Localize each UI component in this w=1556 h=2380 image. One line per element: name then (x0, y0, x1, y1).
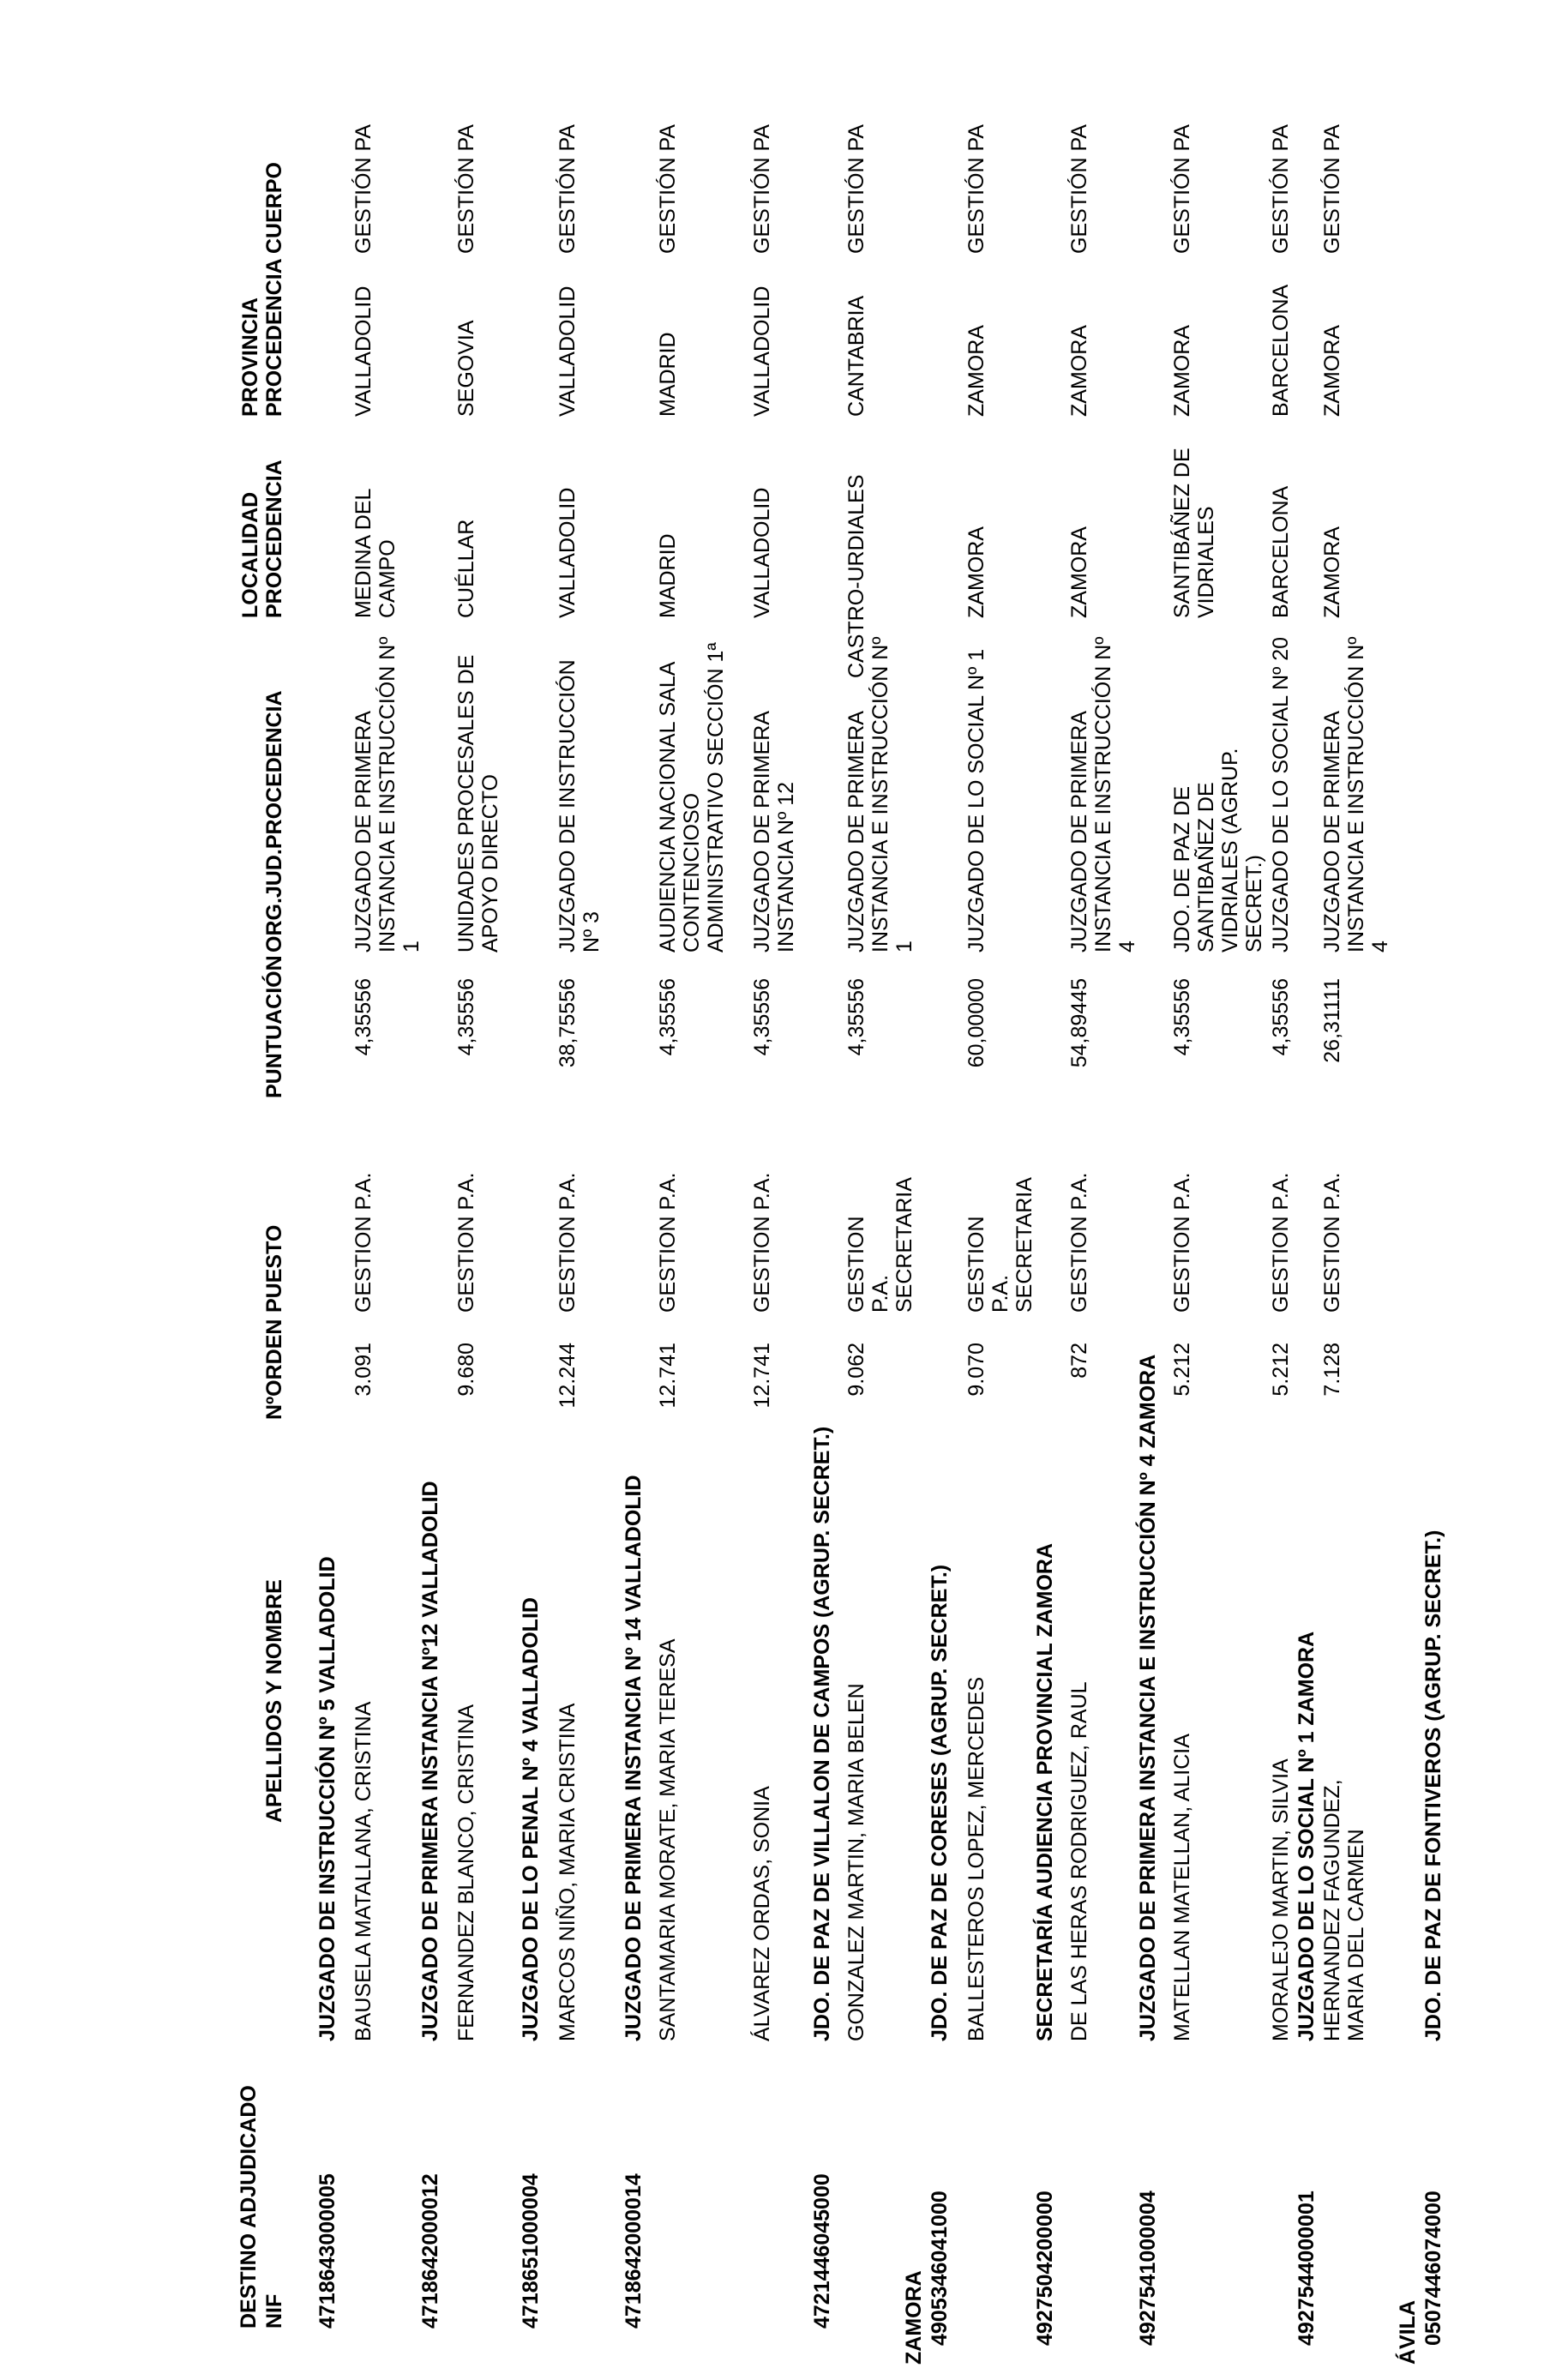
row-localidad: CUÉLLAR (454, 519, 478, 618)
row-nombre: MORALEJO MARTIN, SILVIA (1269, 1758, 1293, 2041)
header-norden: NºORDEN (262, 1319, 286, 1420)
row-org-procedencia: JUZGADO DE PRIMERA INSTANCIA E INSTRUCCIÓN Nº 4 (1067, 636, 1139, 953)
row-provincia: ZAMORA (1067, 325, 1091, 417)
row-localidad: MEDINA DEL CAMPO (351, 489, 400, 618)
row-cuerpo: GESTIÓN PA (556, 124, 580, 254)
row-cuerpo: GESTIÓN PA (351, 124, 375, 254)
row-nombre: ÁLVAREZ ORDAS, SONIA (750, 1786, 774, 2041)
row-nombre: BALLESTEROS LOPEZ, MERCEDES (964, 1676, 988, 2041)
row-puntuacion: 26,31111 (1320, 978, 1344, 1063)
header-cuerpo: CUERPO (262, 162, 286, 254)
row-provincia: CANTABRIA (844, 295, 868, 417)
row-provincia: VALLADOLID (556, 285, 580, 417)
row-puntuacion: 54,89445 (1067, 978, 1091, 1068)
row-orden: 9.680 (454, 1343, 478, 1397)
row-puesto: GESTION P.A. SECRETARIA (964, 1177, 1036, 1313)
row-orden: 7.128 (1320, 1343, 1344, 1397)
group-destino: JDO. DE PAZ DE FONTIVEROS (AGRUP. SECRET.) (1421, 1530, 1445, 2041)
row-cuerpo: GESTIÓN PA (750, 124, 774, 254)
group-nif: 4927544000001 (1295, 2191, 1319, 2346)
row-nombre: MATELLAN MATELLAN, ALICIA (1170, 1734, 1194, 2041)
row-nombre: GONZALEZ MARTIN, MARIA BELEN (844, 1683, 868, 2041)
row-org-procedencia: JUZGADO DE PRIMERA INSTANCIA E INSTRUCCIÓN Nº 1 (844, 636, 916, 953)
row-provincia: ZAMORA (1170, 325, 1194, 417)
row-puesto: GESTION P.A. (750, 1172, 774, 1313)
header-org-jud-procedencia: ORG.JUD.PROCEDENCIA (262, 690, 286, 953)
row-puntuacion: 4,35556 (844, 978, 868, 1056)
row-puntuacion: 4,35556 (750, 978, 774, 1056)
group-nif: 4927504200000 (1033, 2191, 1057, 2346)
row-cuerpo: GESTIÓN PA (454, 124, 478, 254)
row-org-procedencia: JUZGADO DE PRIMERA INSTANCIA E INSTRUCCIÓN Nº 4 (1320, 636, 1392, 953)
row-org-procedencia: JUZGADO DE INSTRUCCIÓN Nº 3 (556, 659, 604, 953)
group-destino: JDO. DE PAZ DE CORESES (AGRUP. SECRET.) (928, 1564, 952, 2041)
row-cuerpo: GESTIÓN PA (1170, 124, 1194, 254)
row-puntuacion: 60,00000 (964, 978, 988, 1068)
province-heading: ÁVILA (1396, 2300, 1420, 2365)
row-localidad: SANTIBÁÑEZ DE VIDRIALES (1170, 448, 1218, 618)
row-puesto: GESTION P.A. (351, 1172, 375, 1313)
row-puesto: GESTION P.A. SECRETARIA (844, 1177, 916, 1313)
row-provincia: ZAMORA (1320, 325, 1344, 417)
header-apellidos-nombre: APELLIDOS Y NOMBRE (262, 1579, 286, 1823)
row-localidad: BARCELONA (1269, 485, 1293, 618)
group-destino: JUZGADO DE PRIMERA INSTANCIA Nº 14 VALLADOLID (622, 1475, 646, 2041)
group-nif: 4718642000014 (622, 2173, 646, 2329)
row-localidad: CASTRO-URDIALES (844, 474, 868, 678)
row-orden: 3.091 (351, 1343, 375, 1397)
group-destino: JUZGADO DE INSTRUCCIÓN Nº 5 VALLADOLID (315, 1556, 339, 2041)
row-orden: 9.062 (844, 1343, 868, 1397)
row-localidad: MADRID (656, 533, 680, 618)
row-org-procedencia: AUDIENCIA NACIONAL SALA CONTENCIOSO ADMINISTRATIVO SECCIÓN 1ª (656, 642, 728, 953)
row-cuerpo: GESTIÓN PA (964, 124, 988, 254)
row-provincia: MADRID (656, 332, 680, 417)
header-destino-adjudicado: DESTINO ADJUDICADO (237, 2085, 261, 2329)
header-provincia-procedencia: PROCEDENCIA (262, 258, 286, 417)
group-destino: JDO. DE PAZ DE VILLALON DE CAMPOS (AGRUP. SECRET.) (810, 1426, 834, 2041)
row-org-procedencia: JDO. DE PAZ DE SANTIBAÑEZ DE VIDRIALES (AGRUP. SECRET.) (1170, 748, 1266, 953)
row-localidad: VALLADOLID (750, 487, 774, 618)
row-puntuacion: 4,35556 (1170, 978, 1194, 1056)
row-puesto: GESTION P.A. (1067, 1172, 1091, 1313)
row-org-procedencia: JUZGADO DE LO SOCIAL Nº 20 (1269, 636, 1293, 953)
row-orden: 5.212 (1269, 1343, 1293, 1397)
row-org-procedencia: JUZGADO DE LO SOCIAL Nº 1 (964, 648, 988, 953)
row-puntuacion: 4,35556 (351, 978, 375, 1056)
header-puntuacion: PUNTUACIÓN (262, 955, 286, 1098)
header-nif: NIF (262, 2293, 286, 2329)
group-destino: JUZGADO DE LO PENAL Nº 4 VALLADOLID (519, 1597, 543, 2041)
row-puntuacion: 38,75556 (556, 978, 580, 1068)
row-puntuacion: 4,35556 (1269, 978, 1293, 1056)
header-provincia: PROVINCIA (238, 298, 262, 417)
row-nombre: DE LAS HERAS RODRIGUEZ, RAUL (1067, 1681, 1091, 2041)
row-nombre: FERNANDEZ BLANCO, CRISTINA (454, 1704, 478, 2041)
row-nombre: HERNANDEZ FAGUNDEZ, MARIA DEL CARMEN (1320, 1779, 1368, 2041)
row-provincia: SEGOVIA (454, 320, 478, 417)
group-nif: 4905346041000 (928, 2191, 952, 2346)
row-puntuacion: 4,35556 (454, 978, 478, 1056)
row-cuerpo: GESTIÓN PA (1269, 124, 1293, 254)
row-puesto: GESTION P.A. (1170, 1172, 1194, 1313)
row-orden: 872 (1067, 1343, 1091, 1379)
row-provincia: ZAMORA (964, 325, 988, 417)
row-orden: 9.070 (964, 1343, 988, 1397)
header-puesto: PUESTO (262, 1224, 286, 1313)
row-localidad: ZAMORA (1320, 526, 1344, 618)
row-puesto: GESTION P.A. (1320, 1172, 1344, 1313)
row-org-procedencia: JUZGADO DE PRIMERA INSTANCIA E INSTRUCCIÓN Nº 1 (351, 636, 424, 953)
row-localidad: ZAMORA (1067, 526, 1091, 618)
group-nif: 4927541000004 (1136, 2191, 1160, 2346)
row-puesto: GESTION P.A. (656, 1172, 680, 1313)
row-orden: 12.741 (750, 1343, 774, 1409)
row-cuerpo: GESTIÓN PA (1067, 124, 1091, 254)
group-destino: SECRETARÍA AUDIENCIA PROVINCIAL ZAMORA (1033, 1542, 1057, 2041)
header-localidad: LOCALIDAD (238, 491, 262, 618)
row-cuerpo: GESTIÓN PA (844, 124, 868, 254)
row-nombre: MARCOS NIÑO, MARIA CRISTINA (556, 1703, 580, 2041)
row-puesto: GESTION P.A. (556, 1172, 580, 1313)
row-puntuacion: 4,35556 (656, 978, 680, 1056)
group-nif: 0507446074000 (1421, 2191, 1445, 2346)
row-orden: 5.212 (1170, 1343, 1194, 1397)
group-nif: 4718642000012 (418, 2173, 442, 2329)
row-org-procedencia: UNIDADES PROCESALES DE APOYO DIRECTO (454, 654, 502, 953)
province-heading: ZAMORA (902, 2270, 926, 2365)
group-nif: 4718651000004 (519, 2173, 543, 2329)
row-orden: 12.244 (556, 1343, 580, 1409)
group-destino: JUZGADO DE LO SOCIAL Nº 1 ZAMORA (1295, 1631, 1319, 2041)
row-nombre: BAUSELA MATALLANA, CRISTINA (351, 1701, 375, 2041)
row-org-procedencia: JUZGADO DE PRIMERA INSTANCIA Nº 12 (750, 712, 798, 953)
row-puesto: GESTION P.A. (1269, 1172, 1293, 1313)
row-nombre: SANTAMARIA MORATE, MARIA TERESA (656, 1638, 680, 2041)
row-localidad: VALLADOLID (556, 487, 580, 618)
row-puesto: GESTION P.A. (454, 1172, 478, 1313)
group-nif: 4721446045000 (810, 2173, 834, 2329)
row-provincia: VALLADOLID (351, 285, 375, 417)
row-provincia: BARCELONA (1269, 284, 1293, 417)
row-cuerpo: GESTIÓN PA (656, 124, 680, 254)
group-destino: JUZGADO DE PRIMERA INSTANCIA Nº12 VALLADOLID (418, 1481, 442, 2041)
row-localidad: ZAMORA (964, 526, 988, 618)
row-orden: 12.741 (656, 1343, 680, 1409)
row-cuerpo: GESTIÓN PA (1320, 124, 1344, 254)
group-destino: JUZGADO DE PRIMERA INSTANCIA E INSTRUCCIÓN Nº 4 ZAMORA (1136, 1354, 1160, 2041)
group-nif: 4718643000005 (315, 2173, 339, 2329)
header-localidad-procedencia: PROCEDENCIA (262, 460, 286, 618)
row-provincia: VALLADOLID (750, 285, 774, 417)
